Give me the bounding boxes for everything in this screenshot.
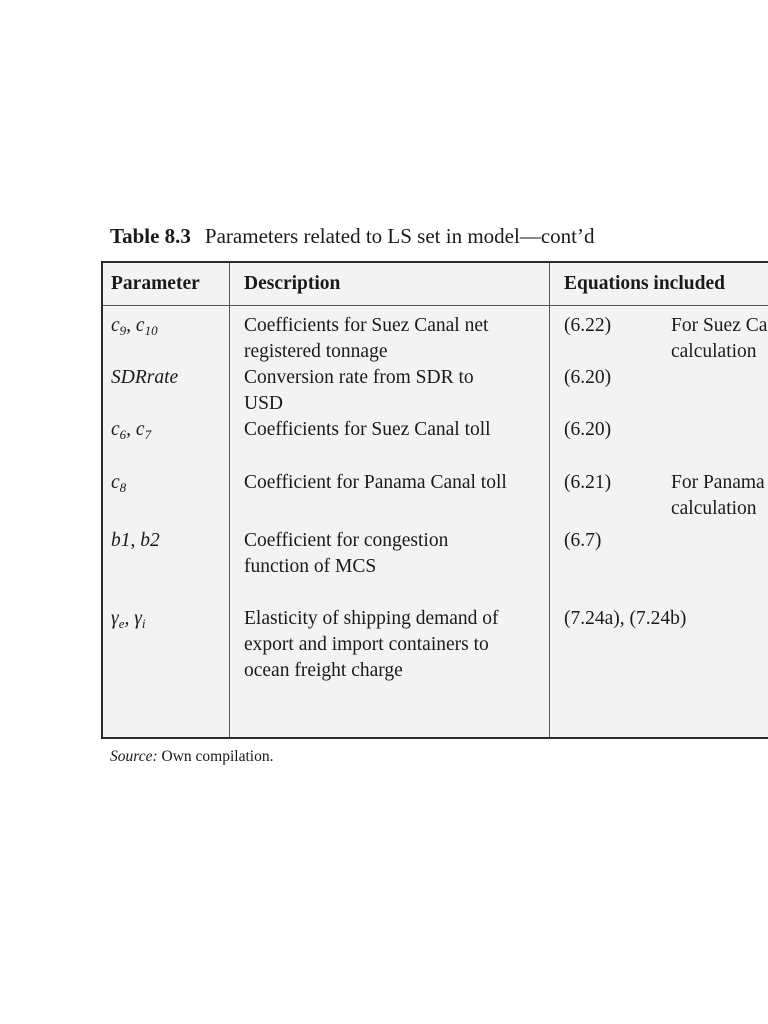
param-b1-b2: b1, b2 bbox=[111, 530, 160, 551]
eq-row-6: (7.24a), (7.24b) bbox=[564, 608, 687, 629]
header-equations: Equations included bbox=[564, 273, 725, 294]
eq-row-5: (6.7) bbox=[564, 530, 602, 551]
param-gamma-e-i: $\gamma_e$, $\gamma_i$ bbox=[111, 608, 146, 631]
desc-suez-tonnage: Coefficients for Suez Canal net registered tonnage bbox=[244, 315, 489, 362]
eq-row-2: (6.20) bbox=[564, 367, 612, 388]
table-caption bbox=[110, 224, 594, 249]
table-title: Parameters related to LS set in model—cont’d bbox=[204, 224, 595, 248]
desc-panama-toll: Coefficient for Panama Canal toll bbox=[244, 472, 507, 493]
table-source bbox=[110, 748, 273, 766]
param-c6-c7: $c_6$, $c_7$ bbox=[111, 419, 152, 442]
note-panama: For Panama calculation bbox=[671, 472, 765, 519]
source-text: Own compilation. bbox=[157, 748, 274, 765]
source-label: Source: bbox=[110, 748, 158, 765]
desc-congestion: Coefficient for congestion function of MCS bbox=[244, 530, 449, 577]
desc-sdr-conversion: Conversion rate from SDR to USD bbox=[244, 367, 474, 414]
column-divider bbox=[549, 263, 550, 737]
param-c8: $c_8$ bbox=[111, 472, 127, 495]
note-suez: For Suez Ca calculation bbox=[671, 315, 768, 362]
desc-suez-toll: Coefficients for Suez Canal toll bbox=[244, 419, 491, 440]
eq-row-1: (6.22) bbox=[564, 315, 612, 336]
param-c9-c10: $c_9$, $c_{10}$ bbox=[111, 315, 158, 338]
eq-row-4: (6.21) bbox=[564, 472, 612, 493]
desc-elasticity: Elasticity of shipping demand of export and import containers to ocean freight charge bbox=[244, 608, 499, 681]
header-description: Description bbox=[244, 273, 341, 294]
header-divider bbox=[103, 305, 768, 306]
param-sdrrate: SDRrate bbox=[111, 367, 179, 388]
table-number: Table 8.3 bbox=[110, 224, 191, 248]
parameters-table bbox=[101, 261, 768, 739]
header-parameter: Parameter bbox=[111, 273, 200, 294]
eq-row-3: (6.20) bbox=[564, 419, 612, 440]
column-divider bbox=[229, 263, 230, 737]
